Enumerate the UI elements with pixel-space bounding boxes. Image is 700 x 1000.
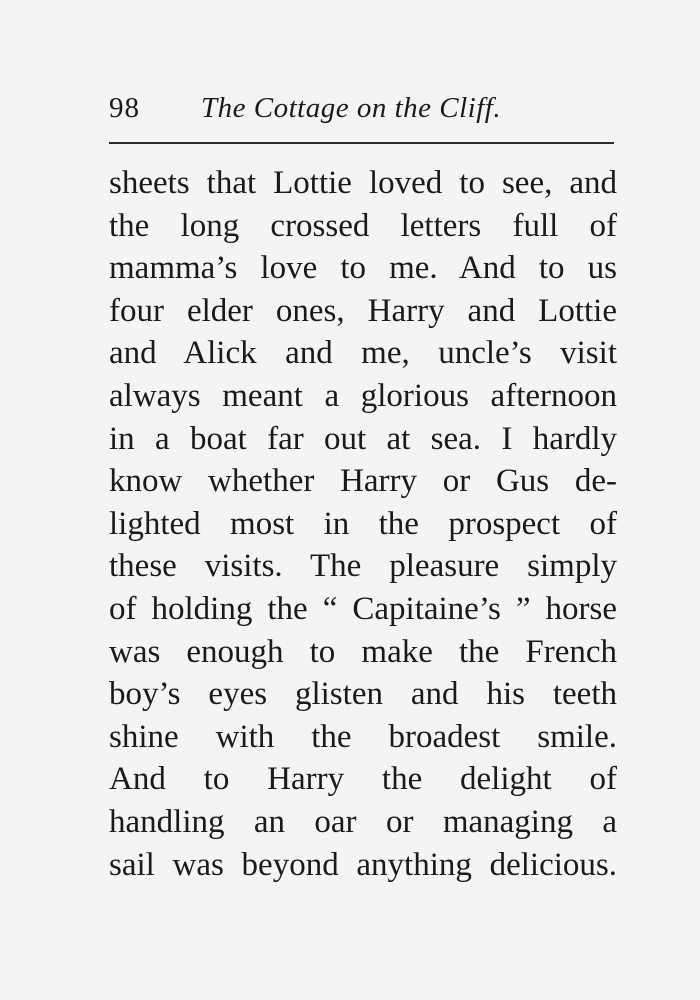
text-line: handling an oar or managing a [109,803,617,840]
text-line: always meant a glorious afternoon [109,377,617,414]
text-line: four elder ones, Harry and Lottie [109,292,617,329]
page-number: 98 [109,92,140,124]
text-line: in a boat far out at sea. I hardly [109,420,617,457]
text-line: lighted most in the prospect of [109,505,617,542]
text-line: the long crossed letters full of [109,207,617,244]
text-line: mamma’s love to me. And to us [109,250,617,287]
body-text [109,162,617,886]
running-title: The Cottage on the Cliff. [201,92,502,124]
text-line: sail was beyond anything delicious. [109,846,617,883]
header-rule [109,142,614,144]
text-line: shine with the broadest smile. [109,718,617,755]
text-line: and Alick and me, uncle’s visit [109,335,617,372]
text-line: of holding the “ Capitaine’s ” horse [109,590,617,627]
text-line: sheets that Lottie loved to see, and [109,165,617,201]
text-line: boy’s eyes glisten and his teeth [109,676,617,713]
text-line: know whether Harry or Gus de- [109,463,617,500]
text-line: And to Harry the delight of [109,761,617,798]
text-line: these visits. The pleasure simply [109,548,617,585]
text-line: was enough to make the French [109,633,617,670]
running-head [109,88,614,134]
